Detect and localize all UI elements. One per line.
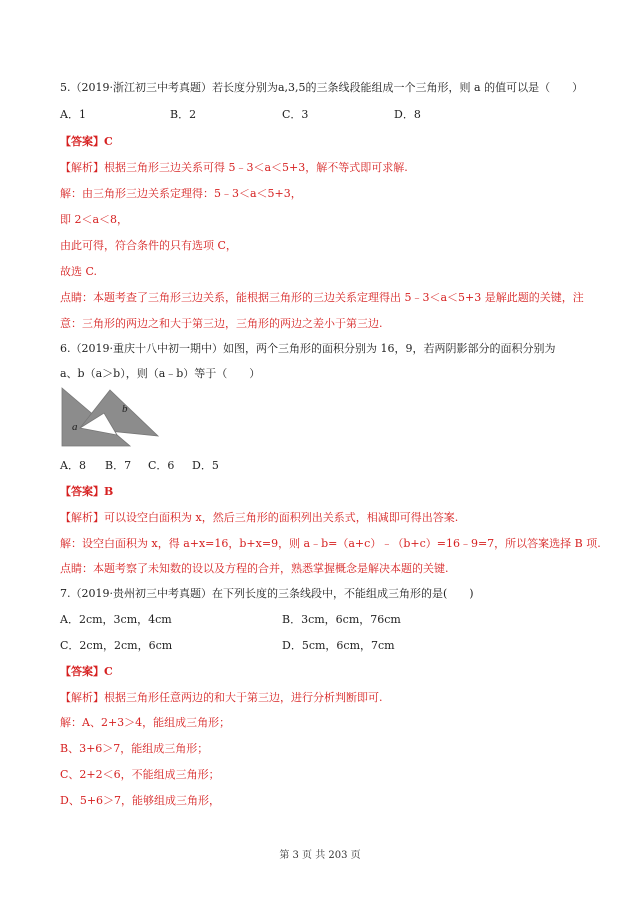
q7-solution-line: D、5+6＞7，能够组成三角形， xyxy=(60,794,221,807)
q5-solution-line: 解：由三角形三边关系定理得：5﹣3＜a＜5+3， xyxy=(60,187,302,200)
q6-option-b: B．7 xyxy=(105,459,132,472)
q6-option-d: D．5 xyxy=(192,459,219,472)
q5-option-d: D．8 xyxy=(394,108,421,121)
q5-stem: 5.（2019·浙江初三中考真题）若长度分别为a,3,5的三条线段能组成一个三角形，则 a 的值可以是（ ） xyxy=(60,81,584,94)
q6-answer: 【答案】B xyxy=(60,485,114,498)
q6-option-c: C．6 xyxy=(148,459,175,472)
q7-option-a: A．2cm，3cm，4cm xyxy=(60,613,172,626)
q5-analysis: 【解析】根据三角形三边关系可得 5﹣3＜a＜5+3，解不等式即可求解. xyxy=(60,161,408,174)
q7-stem: 7.（2019·贵州初三中考真题）在下列长度的三条线段中，不能组成三角形的是( ) xyxy=(60,587,474,600)
q7-solution-line: B、3+6＞7，能组成三角形； xyxy=(60,742,209,755)
label-b: b xyxy=(122,403,128,415)
label-a: a xyxy=(72,421,78,433)
page-footer: 第 3 页 共 203 页 xyxy=(279,850,361,861)
q5-answer: 【答案】C xyxy=(60,135,113,148)
q6-solution: 解：设空白面积为 x，得 a+x=16，b+x=9，则 a﹣b=（a+c）﹣（b+c）=16﹣9=7，所以答案选择 B 项. xyxy=(60,537,601,550)
q5-solution-line: 由此可得，符合条件的只有选项 C， xyxy=(60,239,237,252)
q7-solution-line: C、2+2＜6，不能组成三角形； xyxy=(60,768,220,781)
q5-solution-line: 即 2＜a＜8， xyxy=(60,213,129,226)
q5-option-c: C．3 xyxy=(282,108,309,121)
q6-stem-line: 6.（2019·重庆十八中初一期中）如图，两个三角形的面积分别为 16，9，若两阴影部分的面积分别为 xyxy=(60,342,556,355)
q7-answer: 【答案】C xyxy=(60,665,113,678)
q5-comment-line: 点睛：本题考查了三角形三边关系，能根据三角形的三边关系定理得出 5﹣3＜a＜5+3 是解此题的关键，注 xyxy=(60,291,584,304)
q7-analysis: 【解析】根据三角形任意两边的和大于第三边，进行分析判断即可. xyxy=(60,691,383,704)
q7-option-d: D．5cm，6cm，7cm xyxy=(282,639,395,652)
overlapping-triangles-figure xyxy=(60,386,160,448)
q7-solution-line: 解：A、2+3＞4，能组成三角形； xyxy=(60,716,231,729)
q5-comment-line: 意：三角形的两边之和大于第三边，三角形的两边之差小于第三边. xyxy=(60,317,383,330)
q5-option-a: A．1 xyxy=(60,108,86,121)
q7-option-b: B．3cm，6cm，76cm xyxy=(282,613,401,626)
q6-analysis: 【解析】可以设空白面积为 x，然后三角形的面积列出关系式，相减即可得出答案. xyxy=(60,511,459,524)
q6-option-a: A．8 xyxy=(60,459,86,472)
q5-option-b: B．2 xyxy=(170,108,197,121)
q5-solution-line: 故选 C. xyxy=(60,265,98,278)
q6-stem-line: a、b（a＞b），则（a﹣b）等于（ ） xyxy=(60,367,261,380)
q7-option-c: C．2cm，2cm，6cm xyxy=(60,639,173,652)
q6-comment: 点睛：本题考察了未知数的设以及方程的合并，熟悉掌握概念是解决本题的关键. xyxy=(60,562,449,575)
